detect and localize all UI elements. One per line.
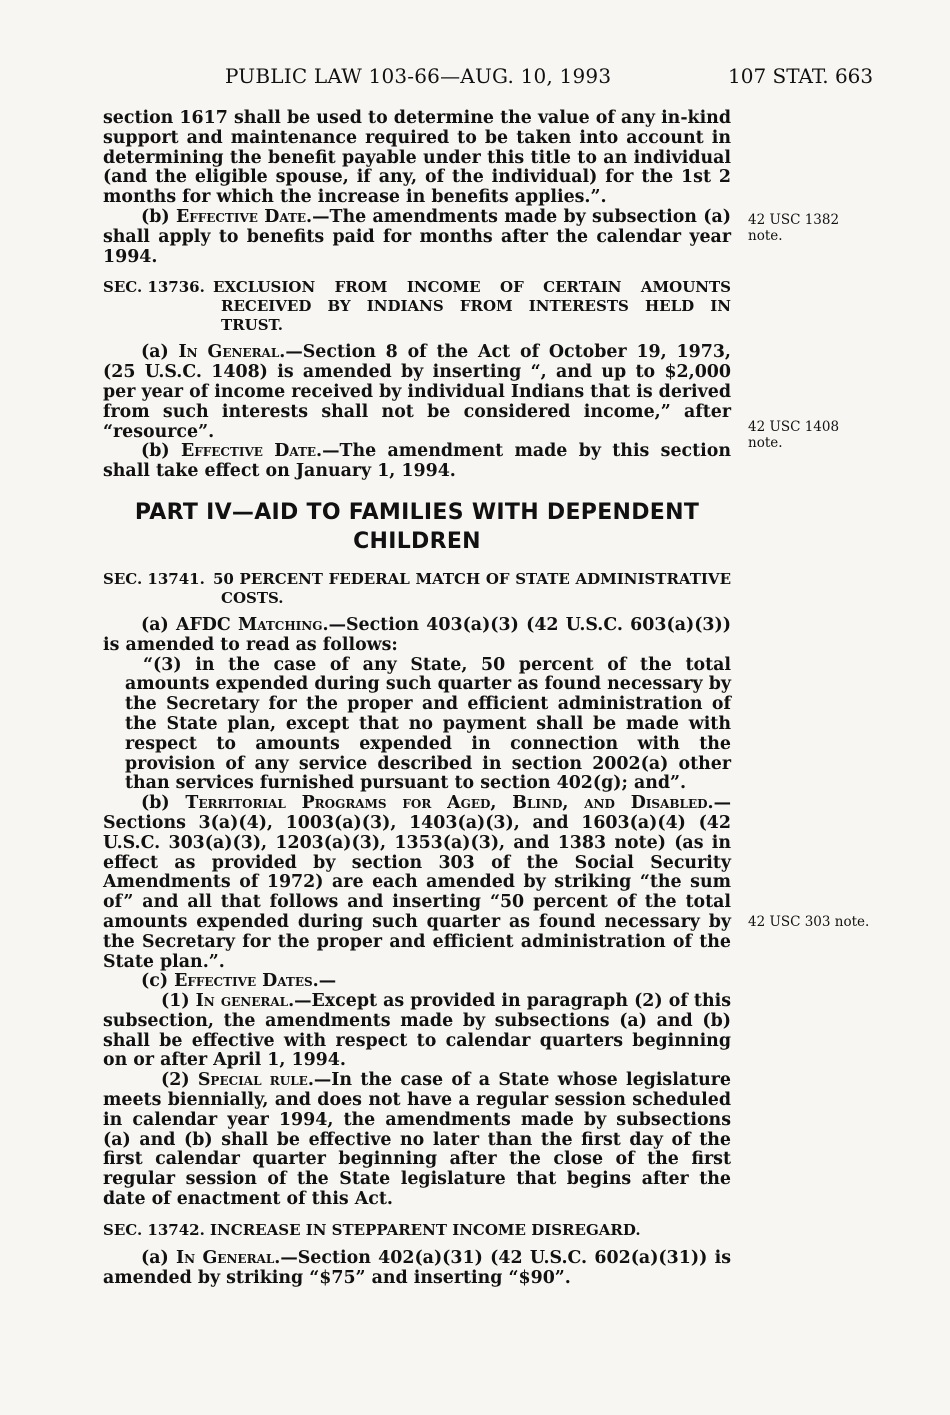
section-number: SEC. 13742. (103, 1220, 205, 1239)
paragraph-13741-c-2 (103, 1071, 731, 1210)
section-number: SEC. 13741. (103, 569, 205, 588)
section-heading-13736 (103, 278, 731, 335)
paragraph-text: —Section 402(a)(31) (42 U.S.C. 602(a)(31)) is amended by striking “$75” and inserting “$90”. (103, 1247, 732, 1288)
paragraph-heading: In General. (178, 342, 286, 363)
paragraph-effective-date-1382 (103, 208, 731, 267)
section-number: SEC. 13736. (103, 278, 205, 297)
paragraph-label: (b) (141, 793, 186, 814)
paragraph-heading: Effective Date. (175, 206, 313, 227)
margin-note-42-usc-1408: 42 USC 1408 note. (748, 419, 840, 451)
paragraph-heading: Territorial Programs for Aged, Blind, and Disabled. (185, 793, 714, 814)
paragraph-heading: In general. (195, 991, 295, 1012)
paragraph-label: (a) AFDC (141, 614, 238, 635)
running-header-stat-page: 107 STAT. 663 (728, 64, 874, 88)
quoted-paragraph-3: “(3) in the case of any State, 50 percent of the total amounts expended during such quarter as found necessary by the Secretary for the proper and efficient administration of the State plan, except that no payment shall be made with respect to amounts expended in connection with the provision of any service described in section 2002(a) other than services furnished pursuant to section 402(g); and”. (125, 654, 731, 794)
running-header-title: PUBLIC LAW 103-66—AUG. 10, 1993 (225, 64, 612, 88)
section-heading-13742 (103, 1221, 731, 1240)
paragraph-13742-a (103, 1249, 731, 1289)
section-title: EXCLUSION FROM INCOME OF CERTAIN AMOUNTS RECEIVED BY INDIANS FROM INTERESTS HELD IN TRUST. (213, 278, 731, 335)
paragraph-text: —Section 403(a)(3) (42 U.S.C. 603(a)(3)) is amended to read as follows: (103, 614, 731, 655)
margin-note-42-usc-303: 42 USC 303 note. (748, 914, 870, 930)
paragraph-13741-c (103, 972, 731, 992)
paragraph-13736-b (103, 442, 731, 482)
paragraph-label: (2) (161, 1070, 198, 1091)
paragraph-text: —Section 8 of the Act of October 19, 1973, (25 U.S.C. 1408) is amended by inserting “, and up to $2,000 per year of income received by individual Indians that is derived from such interests shall not be considered income,” after “resource”. (103, 342, 731, 442)
part-heading: PART IV—AID TO FAMILIES WITH DEPENDENT CHILDREN (134, 499, 700, 554)
paragraph-label: (a) (141, 1247, 177, 1268)
paragraph-label: (c) (141, 971, 175, 992)
margin-note-42-usc-1382: 42 USC 1382 note. (748, 212, 840, 244)
paragraph-text: —Except as provided in paragraph (2) of this subsection, the amendments made by subsections (a) and (b) shall be effective with respect to calendar quarters beginning on or after April 1, 1994. (103, 991, 731, 1071)
paragraph-label: (b) (141, 441, 181, 462)
paragraph-text: —In the case of a State whose legislature meets biennially, and does not have a regular session scheduled in calendar year 1994, the amendments made by subsections (a) and (b) shall be effective no later than the first day of the first calendar quarter beginning after the close of the first regular session of the State legislature that begins after the date of enactment of this Act. (103, 1070, 731, 1210)
paragraph-13741-b (103, 794, 731, 972)
paragraph-heading: In General. (176, 1247, 281, 1268)
paragraph-sec-1617-continuation: section 1617 shall be used to determine the value of any in-kind support and maintenance required to be taken into account in determining the benefit payable under this title to an individual (and the eligible spouse, if any, of the individual) for the 1st 2 months for which the increase in benefits applies.”. (103, 108, 731, 208)
paragraph-text: —The amendments made by subsection (a) shall apply to benefits paid for months after the calendar year 1994. (103, 206, 731, 267)
paragraph-heading: Effective Date. (180, 441, 323, 462)
paragraph-13736-a (103, 343, 731, 442)
paragraph-label: (1) (161, 991, 196, 1012)
paragraph-label: (a) (141, 342, 179, 363)
paragraph-text: —The amendment made by this section shall take effect on January 1, 1994. (103, 441, 731, 482)
section-title: 50 PERCENT FEDERAL MATCH OF STATE ADMINISTRATIVE COSTS. (213, 569, 731, 607)
paragraph-13741-c-1 (103, 992, 731, 1071)
paragraph-text: —Sections 3(a)(4), 1003(a)(3), 1403(a)(3), and 1603(a)(4) (42 U.S.C. 303(a)(3), 1203(a)(3), 1353(a)(3), and 1383 note) (as in effect as provided by section 303 of the Social Security Amendments of 1972) are each amended by striking “the sum of” and all that follows and inserting “50 percent of the total amounts expended during such quarter as found necessary by the Secretary for the proper and efficient administration of the State plan.”. (103, 793, 731, 972)
paragraph-13741-a (103, 616, 731, 656)
paragraph-label: (b) (141, 206, 176, 227)
text-column (103, 109, 731, 1288)
section-heading-13741 (103, 570, 731, 608)
paragraph-heading: Matching. (237, 614, 329, 635)
paragraph-text: — (318, 971, 337, 992)
section-title: INCREASE IN STEPPARENT INCOME DISREGARD. (210, 1220, 641, 1239)
paragraph-heading: Effective Dates. (174, 971, 319, 992)
paragraph-heading: Special rule. (197, 1070, 314, 1091)
